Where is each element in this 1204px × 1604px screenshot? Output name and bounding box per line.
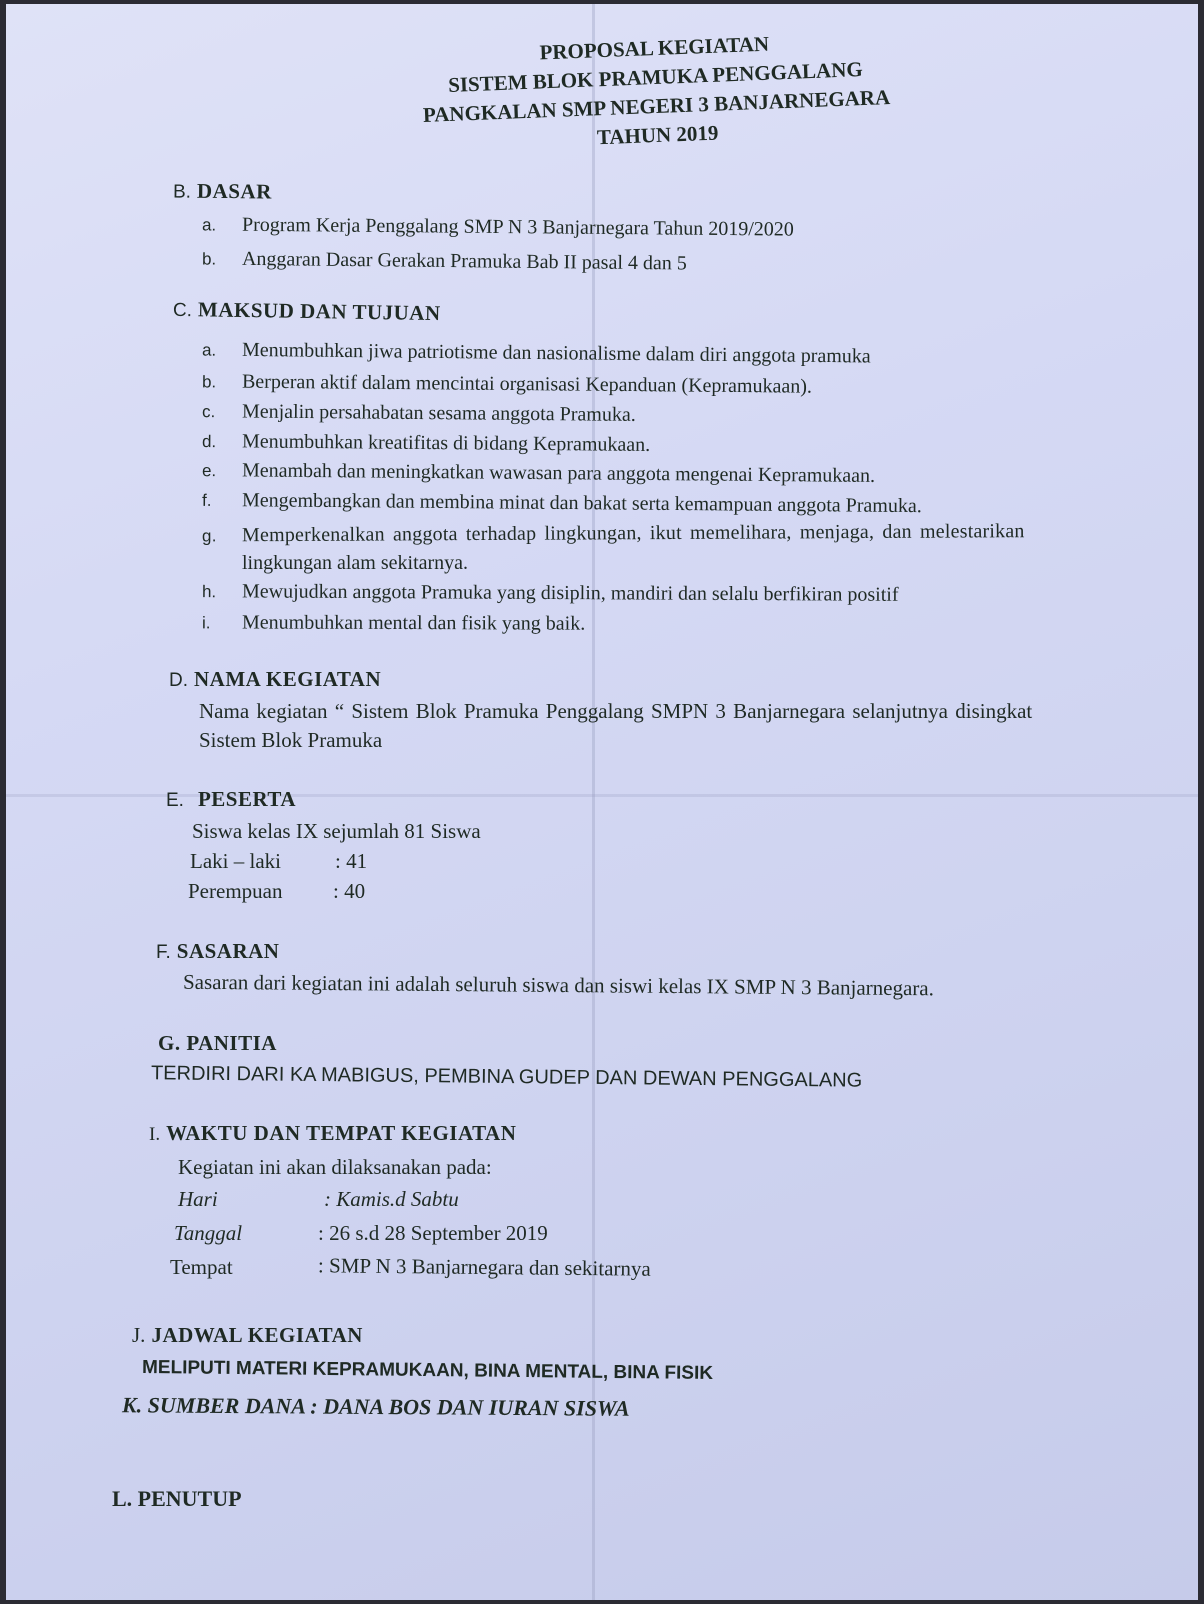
section-title: SASARAN bbox=[176, 939, 280, 963]
row-value: : 26 s.d 28 September 2019 bbox=[318, 1221, 548, 1245]
item-marker: g. bbox=[201, 526, 217, 546]
peserta-row bbox=[190, 846, 367, 876]
item-text: Menambah dan meningkatkan wawasan para anggota mengenai Kepramukaan. bbox=[241, 459, 876, 487]
section-panitia-heading: G. PANITIA bbox=[158, 1031, 277, 1055]
item-text: Program Kerja Penggalang SMP N 3 Banjarnegara Tahun 2019/2020 bbox=[241, 213, 794, 241]
item-text: lingkungan alam sekitarnya. bbox=[242, 552, 469, 574]
section-letter: C. bbox=[172, 299, 193, 322]
section-title: JADWAL KEGIATAN bbox=[151, 1323, 363, 1347]
waktu-row bbox=[170, 1252, 651, 1282]
item-marker: a. bbox=[201, 340, 217, 360]
list-item bbox=[202, 428, 650, 459]
peserta-intro: Siswa kelas IX sejumlah 81 Siswa bbox=[192, 819, 481, 843]
section-letter: I. bbox=[149, 1124, 161, 1145]
section-sumber-heading: K. SUMBER DANA : DANA BOS DAN IURAN SISWA bbox=[121, 1392, 630, 1421]
row-label: Perempuan bbox=[188, 879, 283, 903]
item-text: Menjalin persahabatan sesama anggota Pramuka. bbox=[241, 400, 636, 426]
section-nama-heading bbox=[169, 664, 381, 696]
row-label: Hari bbox=[178, 1187, 218, 1211]
title-line-3: PANGKALAN SMP NEGERI 3 BANJARNEGARA bbox=[422, 85, 891, 127]
section-title: NAMA KEGIATAN bbox=[194, 667, 382, 691]
item-marker: h. bbox=[201, 582, 217, 602]
item-marker: d. bbox=[201, 432, 217, 452]
section-title: WAKTU DAN TEMPAT KEGIATAN bbox=[166, 1121, 517, 1145]
row-value: : 40 bbox=[333, 879, 366, 903]
row-value: : Kamis.d Sabtu bbox=[324, 1187, 459, 1211]
waktu-row bbox=[174, 1218, 548, 1248]
document-page bbox=[6, 4, 1198, 1600]
list-item bbox=[202, 398, 636, 429]
list-item bbox=[202, 609, 585, 637]
nama-paragraph-line-1: Nama kegiatan “ Sistem Blok Pramuka Penggalang SMPN 3 Banjarnegara selanjutnya disingkat bbox=[199, 699, 1033, 723]
section-peserta-heading bbox=[166, 784, 296, 816]
waktu-intro: Kegiatan ini akan dilaksanakan pada: bbox=[178, 1155, 492, 1179]
jadwal-text: MELIPUTI MATERI KEPRAMUKAAN, BINA MENTAL, BINA FISIK bbox=[141, 1357, 714, 1384]
item-text: Memperkenalkan anggota terhadap lingkungan, ikut memelihara, menjaga, dan melestarikan bbox=[241, 520, 1025, 547]
title-line-4: TAHUN 2019 bbox=[596, 120, 719, 150]
panitia-text: TERDIRI DARI KA MABIGUS, PEMBINA GUDEP DAN DEWAN PENGGALANG bbox=[150, 1062, 863, 1092]
title-line-2: SISTEM BLOK PRAMUKA PENGGALANG bbox=[447, 57, 864, 97]
row-value: : 41 bbox=[335, 849, 368, 873]
item-text: Menumbuhkan jiwa patriotisme dan nasionalisme dalam diri anggota pramuka bbox=[241, 338, 871, 368]
list-item bbox=[202, 245, 687, 277]
list-item bbox=[202, 550, 468, 576]
list-item bbox=[202, 487, 922, 520]
row-label: Laki – laki bbox=[190, 849, 281, 873]
section-title: DASAR bbox=[196, 178, 272, 204]
section-letter: E. bbox=[166, 790, 184, 811]
waktu-row bbox=[178, 1184, 459, 1214]
section-title: PESERTA bbox=[197, 787, 297, 811]
item-text: Berperan aktif dalam mencintai organisasi Kepanduan (Kepramukaan). bbox=[241, 370, 813, 398]
list-item bbox=[202, 336, 871, 370]
item-text: Anggaran Dasar Gerakan Pramuka Bab II pasal 4 dan 5 bbox=[241, 247, 687, 275]
row-value: : SMP N 3 Banjarnegara dan sekitarnya bbox=[317, 1253, 651, 1281]
section-letter: F. bbox=[156, 942, 171, 963]
row-label: Tanggal bbox=[174, 1221, 243, 1245]
list-item bbox=[202, 578, 899, 609]
item-marker: i. bbox=[201, 613, 211, 633]
item-marker: b. bbox=[201, 249, 217, 269]
item-marker: e. bbox=[201, 461, 217, 481]
section-jadwal-heading bbox=[132, 1320, 363, 1350]
list-item bbox=[202, 457, 875, 490]
section-waktu-heading bbox=[149, 1118, 516, 1150]
title-line-1: PROPOSAL KEGIATAN bbox=[539, 31, 770, 65]
list-item bbox=[202, 211, 794, 243]
section-letter: D. bbox=[169, 670, 188, 691]
section-letter: J. bbox=[132, 1323, 146, 1347]
item-marker: f. bbox=[201, 490, 212, 510]
section-title: MAKSUD DAN TUJUAN bbox=[197, 297, 441, 326]
item-text: Menumbuhkan kreatifitas di bidang Kepramukaan. bbox=[241, 430, 651, 456]
item-marker: c. bbox=[201, 402, 216, 422]
item-marker: b. bbox=[201, 372, 217, 392]
item-text: Mengembangkan dan membina minat dan bakat serta kemampuan anggota Pramuka. bbox=[241, 489, 922, 518]
section-maksud-heading bbox=[173, 294, 441, 330]
peserta-row bbox=[188, 876, 365, 906]
section-letter: B. bbox=[172, 181, 192, 203]
list-item bbox=[202, 518, 1142, 550]
item-text: Mewujudkan anggota Pramuka yang disiplin, mandiri dan selalu berfikiran positif bbox=[241, 580, 899, 606]
list-item bbox=[202, 368, 812, 400]
item-text: Menumbuhkan mental dan fisik yang baik. bbox=[241, 611, 586, 635]
document-title bbox=[384, 24, 928, 161]
item-marker: a. bbox=[201, 215, 217, 235]
section-penutup-heading: L. PENUTUP bbox=[112, 1486, 242, 1511]
sasaran-text: Sasaran dari kegiatan ini adalah seluruh siswa dan siswi kelas IX SMP N 3 Banjarnegara. bbox=[182, 969, 935, 1001]
section-sasaran-heading bbox=[156, 936, 279, 968]
row-label: Tempat bbox=[170, 1255, 233, 1279]
nama-paragraph-line-2: Sistem Blok Pramuka bbox=[199, 728, 383, 752]
section-dasar-heading bbox=[173, 175, 272, 208]
